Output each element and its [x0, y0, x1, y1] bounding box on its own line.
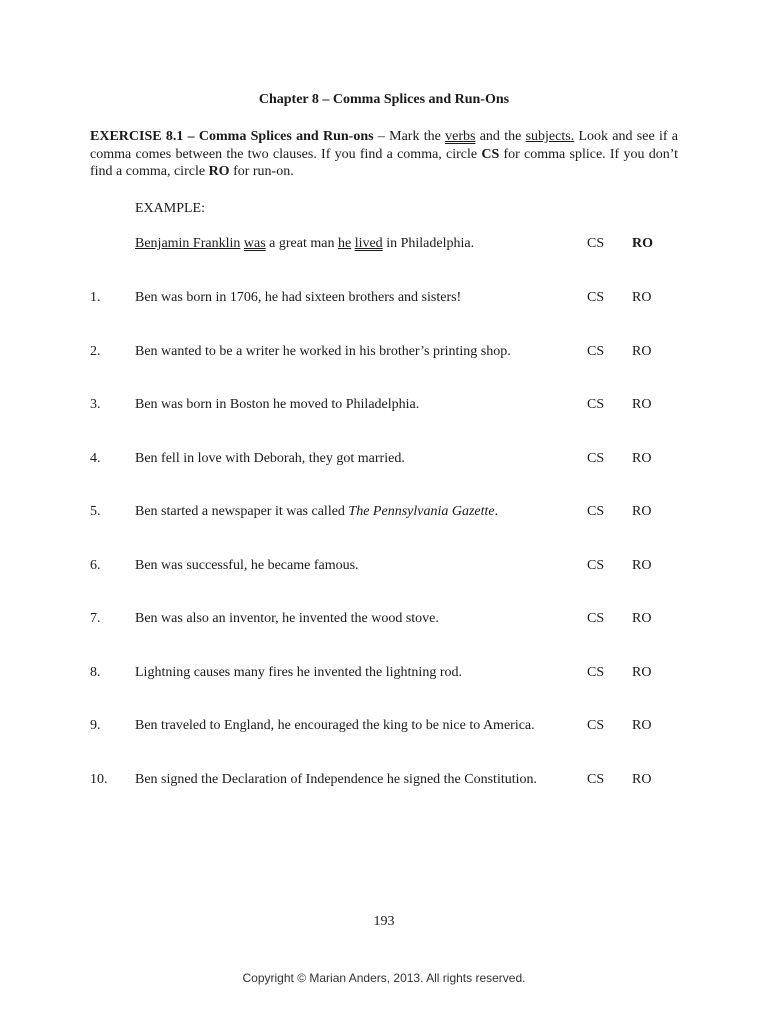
ro-option[interactable]: RO — [632, 558, 652, 573]
exercise-item — [0, 718, 768, 738]
cs-bold: CS — [481, 146, 500, 162]
item-number: 1. — [90, 290, 101, 305]
item-text: Ben started a newspaper it was called — [135, 504, 349, 519]
exercise-item — [0, 451, 768, 471]
item-number: 4. — [90, 451, 101, 466]
exercise-item — [0, 611, 768, 631]
exercise-item — [0, 290, 768, 310]
ro-option[interactable]: RO — [632, 718, 652, 733]
example-text: a great man — [265, 236, 338, 251]
instructions-text: for run-on. — [229, 164, 294, 179]
item-number: 5. — [90, 504, 101, 519]
item-sentence — [135, 504, 498, 520]
example-row — [0, 236, 768, 256]
exercise-item — [0, 397, 768, 417]
example-label: EXAMPLE: — [135, 201, 205, 216]
cs-option[interactable]: CS — [587, 504, 605, 519]
ro-option[interactable]: RO — [632, 451, 652, 466]
example-sentence — [135, 236, 474, 252]
item-sentence: Ben was also an inventor, he invented the wood stove. — [135, 611, 439, 626]
item-sentence: Ben was successful, he became famous. — [135, 558, 359, 573]
item-sentence: Ben traveled to England, he encouraged the king to be nice to America. — [135, 718, 535, 733]
cs-option[interactable]: CS — [587, 611, 605, 626]
item-sentence: Ben was born in Boston he moved to Philadelphia. — [135, 397, 420, 412]
item-sentence: Ben fell in love with Deborah, they got married. — [135, 451, 405, 466]
cs-option[interactable]: CS — [587, 397, 605, 412]
ro-bold: RO — [208, 164, 230, 179]
item-number: 6. — [90, 558, 101, 573]
item-number: 10. — [90, 772, 108, 787]
example-text: in Philadelphia. — [382, 236, 475, 251]
ro-option[interactable]: RO — [632, 504, 652, 519]
ro-option[interactable]: RO — [632, 236, 653, 251]
item-sentence: Ben was born in 1706, he had sixteen brothers and sisters! — [135, 290, 462, 305]
ro-option[interactable]: RO — [632, 772, 652, 787]
exercise-item — [0, 772, 768, 792]
example-subject: he — [337, 236, 352, 251]
cs-option[interactable]: CS — [587, 558, 605, 573]
item-number: 9. — [90, 718, 101, 733]
ro-option[interactable]: RO — [632, 397, 652, 412]
example-subject: Benjamin Franklin — [135, 236, 241, 251]
page-number: 193 — [373, 914, 395, 929]
cs-option[interactable]: CS — [587, 290, 605, 305]
exercise-heading: EXERCISE 8.1 – Comma Splices and Run-ons — [90, 129, 374, 144]
exercise-item — [0, 665, 768, 685]
item-number: 3. — [90, 397, 101, 412]
ro-option[interactable]: RO — [632, 290, 652, 305]
instructions-text: and the — [475, 129, 526, 144]
cs-option[interactable]: CS — [587, 451, 605, 466]
item-number: 8. — [90, 665, 101, 680]
item-text: . — [494, 504, 499, 519]
item-sentence: Ben wanted to be a writer he worked in his brother’s printing shop. — [135, 344, 511, 359]
chapter-title: Chapter 8 – Comma Splices and Run-Ons — [258, 92, 510, 107]
example-verb: was — [243, 236, 266, 251]
instructions-text: – Mark the — [373, 129, 446, 144]
verbs-word: verbs — [445, 129, 476, 144]
ro-option[interactable]: RO — [632, 344, 652, 359]
subjects-word: subjects. — [525, 129, 575, 144]
item-sentence: Lightning causes many fires he invented the lightning rod. — [135, 665, 462, 680]
item-number: 2. — [90, 344, 101, 359]
cs-option[interactable]: CS — [587, 236, 605, 251]
example-verb: lived — [354, 236, 383, 251]
instructions-text: Look and see if a comma comes between the two clauses. If you find a comma, circle — [90, 129, 678, 162]
cs-option[interactable]: CS — [587, 665, 605, 680]
newspaper-title: The Pennsylvania Gazette — [348, 504, 495, 519]
cs-option[interactable]: CS — [587, 344, 605, 359]
copyright-notice: Copyright © Marian Anders, 2013. All rights reserved. — [242, 971, 526, 985]
ro-option[interactable]: RO — [632, 611, 652, 626]
cs-option[interactable]: CS — [587, 718, 605, 733]
instructions-text: for comma splice. If you don’t find a comma, circle — [90, 146, 678, 179]
ro-option[interactable]: RO — [632, 665, 652, 680]
item-number: 7. — [90, 611, 101, 626]
exercise-item — [0, 504, 768, 524]
exercise-item — [0, 344, 768, 364]
item-sentence: Ben signed the Declaration of Independence he signed the Constitution. — [135, 772, 538, 787]
exercise-instructions — [90, 128, 678, 181]
cs-option[interactable]: CS — [587, 772, 605, 787]
exercise-item — [0, 558, 768, 578]
